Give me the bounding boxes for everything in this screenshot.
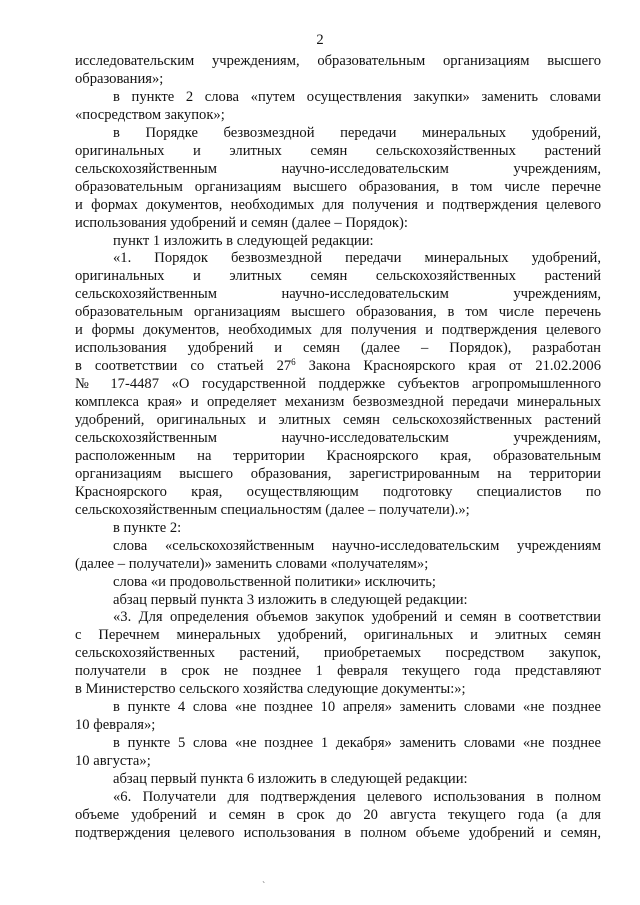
page-number: 2: [316, 32, 324, 48]
text-line: пункт 1 изложить в следующей редакции:: [113, 232, 374, 249]
text-line: подтверждения целевого использования в полном объеме удобрений и семян,: [75, 824, 601, 841]
text-line: «3. Для определения объемов закупок удобрений и семян в соответствии: [113, 609, 601, 626]
text-line: оригинальных и элитных семян сельскохозяйственных растений: [75, 142, 601, 159]
text-line: получатели в срок не позднее 1 февраля текущего года представляют: [75, 663, 601, 680]
text-line: комплекса края» и определяет механизм безвозмездной передачи минеральных: [75, 394, 601, 411]
text-line: сельскохозяйственным специальностям (далее – получатели).»;: [75, 501, 470, 518]
text-line: в пункте 2 слова «путем осуществления закупки» заменить словами: [113, 88, 601, 105]
text-line: и формах документов, необходимых для получения и подтверждения целевого: [75, 196, 601, 213]
text-line: в пункте 4 слова «не позднее 10 апреля» заменить словами «не позднее: [113, 699, 601, 716]
text-line: слова «сельскохозяйственным научно-исследовательским учреждениям: [113, 537, 601, 554]
text-line: объеме удобрений и семян в срок до 20 августа текущего года (а для: [75, 806, 601, 823]
text-line: сельскохозяйственным научно-исследовательским учреждениям,: [75, 429, 601, 446]
text-line: образования»;: [75, 70, 164, 87]
text-line: сельскохозяйственным научно-исследовательским учреждениям,: [75, 160, 601, 177]
text-line: оригинальных и элитных семян сельскохозяйственных растений: [75, 268, 601, 285]
text-line: в Министерство сельского хозяйства следующие документы:»;: [75, 681, 466, 698]
text-line: использования удобрений и семян (далее – Порядок):: [75, 214, 408, 231]
text-line: в пункте 5 слова «не позднее 1 декабря» заменить словами «не позднее: [113, 735, 601, 752]
text-line: Красноярского края, осуществляющим подготовку специалистов по: [75, 483, 601, 500]
text-line: № 17-4487 «О государственной поддержке субъектов агропромышленного: [75, 376, 601, 393]
text-line: сельскохозяйственных растений, приобретаемых посредством закупок,: [75, 645, 601, 662]
text-line: расположенным на территории Красноярского края, образовательным: [75, 447, 601, 464]
text-line: образовательным организациям высшего образования, в том числе перечень: [75, 304, 601, 321]
scan-mark: `: [262, 881, 266, 892]
text-line: «6. Получатели для подтверждения целевого использования в полном: [113, 788, 601, 805]
text-line: «1. Порядок безвозмездной передачи минеральных удобрений,: [113, 250, 601, 267]
text-line: организациям высшего образования, зарегистрированным на территории: [75, 465, 601, 482]
text-line: в соответствии со статьей $27^6$ Закона Красноярского края от 21.02.2006: [75, 357, 601, 375]
text-line: в Порядке безвозмездной передачи минеральных удобрений,: [113, 124, 601, 141]
text-line: использования удобрений и семян (далее – Порядок), разработан: [75, 340, 601, 357]
text-line: 10 февраля»;: [75, 717, 156, 734]
text-line: и формы документов, необходимых для получения и подтверждения целевого: [75, 322, 601, 339]
text-line: 10 августа»;: [75, 753, 151, 770]
text-line: исследовательским учреждениям, образовательным организациям высшего: [75, 53, 601, 69]
text-line: «посредством закупок»;: [75, 106, 225, 123]
text-line: удобрений, оригинальных и элитных семян сельскохозяйственных растений: [75, 412, 601, 428]
text-line: в пункте 2:: [113, 519, 182, 536]
text-line: (далее – получатели)» заменить словами «получателям»;: [75, 555, 429, 572]
text-line: абзац первый пункта 3 изложить в следующей редакции:: [113, 591, 468, 608]
text-line: с Перечнем минеральных удобрений, оригинальных и элитных семян: [75, 627, 601, 644]
text-line: абзац первый пункта 6 изложить в следующей редакции:: [113, 771, 468, 787]
text-line: слова «и продовольственной политики» исключить;: [113, 573, 436, 590]
text-line: сельскохозяйственным научно-исследовательским учреждениям,: [75, 286, 601, 303]
text-line: образовательным организациям высшего образования, в том числе перечне: [75, 178, 601, 195]
